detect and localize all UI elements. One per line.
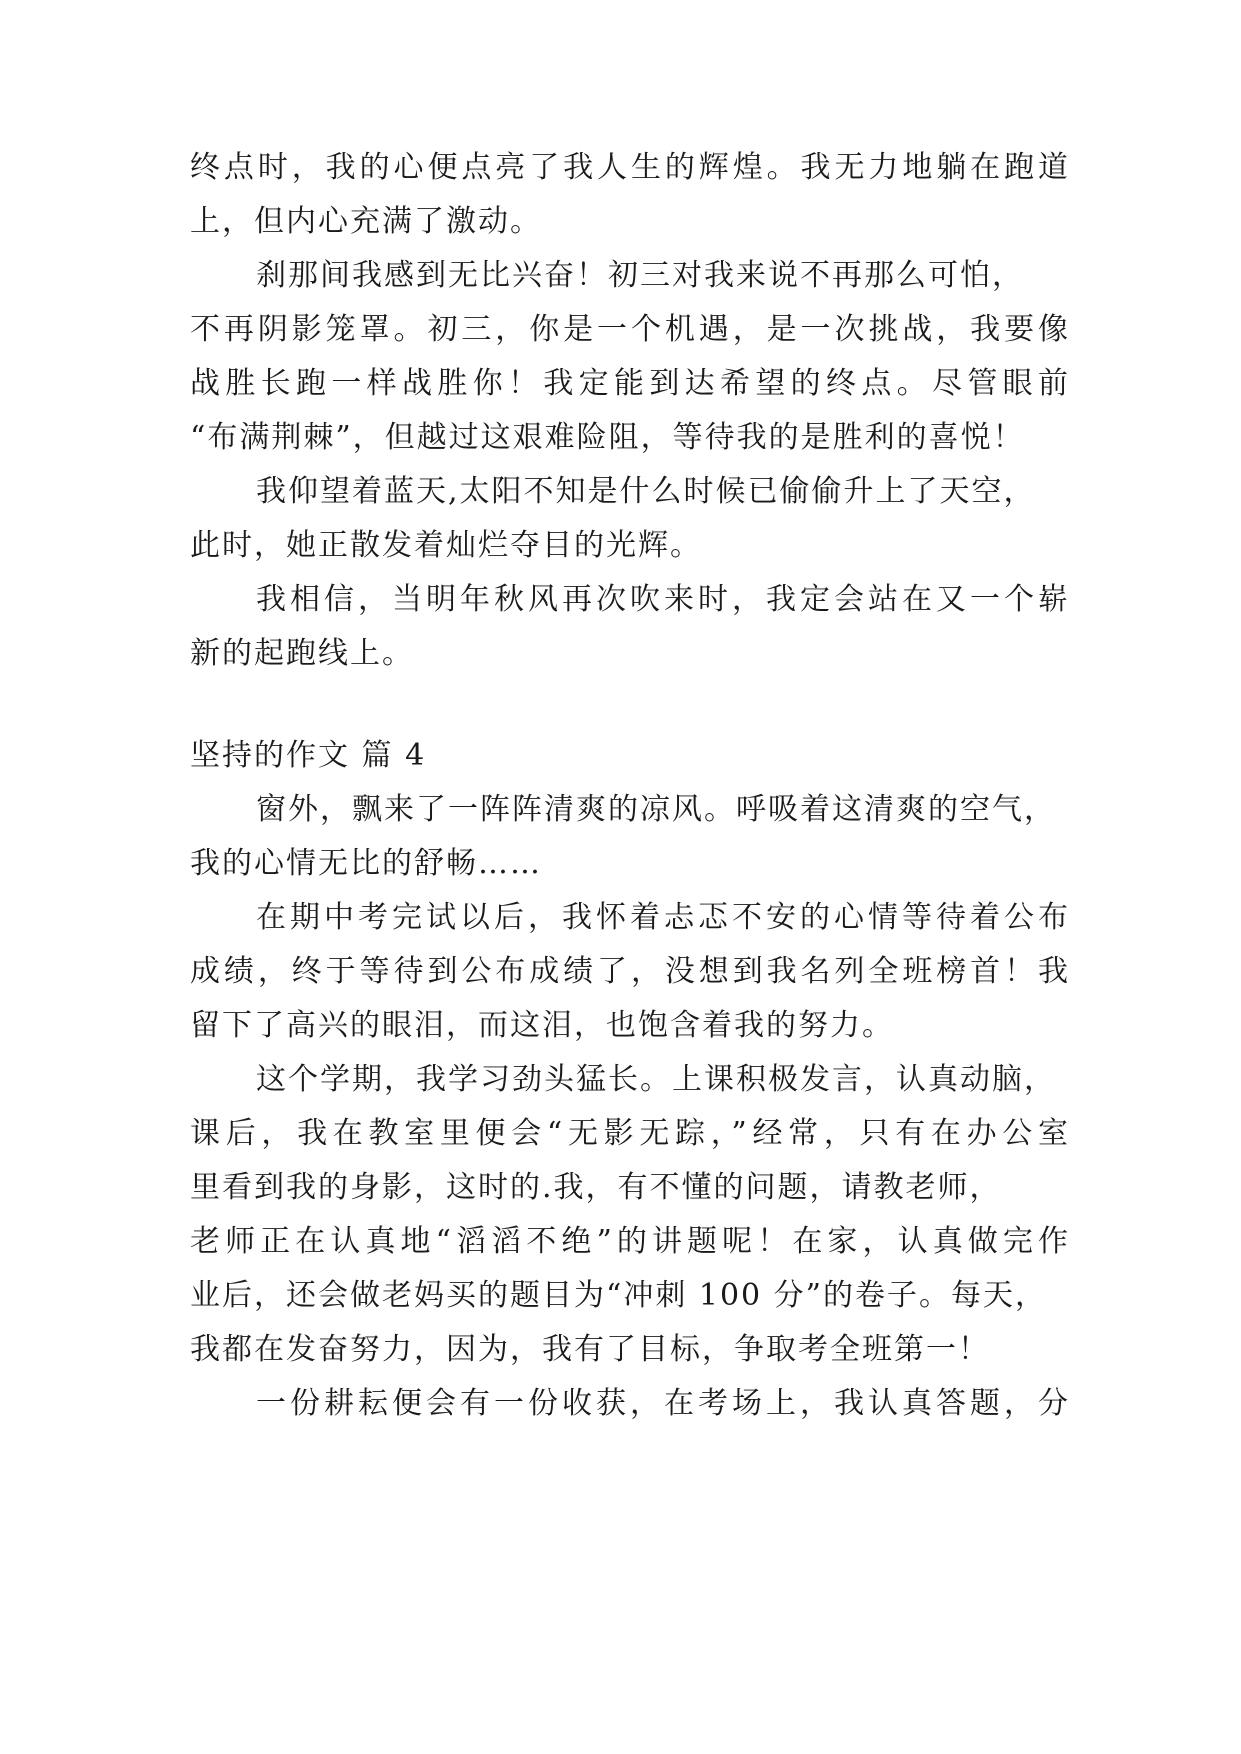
paragraph-line: 成绩，终于等待到公布成绩了，没想到我名列全班榜首！我 [190, 954, 1070, 989]
paragraph-line: 老师正在认真地“滔滔不绝”的讲题呢！在家，认真做完作 [190, 1224, 1070, 1259]
paragraph-line: 窗外，飘来了一阵阵清爽的凉风。呼吸着这清爽的空气， [256, 792, 1056, 827]
paragraph-line: 课后，我在教室里便会“无影无踪，”经常，只有在办公室 [190, 1116, 1070, 1151]
paragraph-line: 留下了高兴的眼泪，而这泪，也饱含着我的努力。 [190, 1008, 894, 1043]
paragraph-line: “布满荆棘”，但越过这艰难险阻，等待我的是胜利的喜悦！ [190, 420, 1025, 455]
paragraph-line: 不再阴影笼罩。初三，你是一个机遇，是一次挑战，我要像 [190, 312, 1070, 347]
paragraph-line: 刹那间我感到无比兴奋！初三对我来说不再那么可怕， [256, 258, 1024, 293]
paragraph-line: 里看到我的身影，这时的.我，有不懂的问题，请教老师， [190, 1170, 1002, 1205]
paragraph-line: 在期中考完试以后，我怀着忐忑不安的心情等待着公布 [256, 900, 1070, 935]
paragraph-line: 新的起跑线上。 [190, 636, 414, 671]
paragraph-line: 此时，她正散发着灿烂夺目的光辉。 [190, 528, 702, 563]
paragraph-line: 一份耕耘便会有一份收获，在考场上，我认真答题，分 [256, 1386, 1070, 1421]
paragraph-line: 上，但内心充满了激动。 [190, 204, 542, 239]
paragraph-line: 终点时，我的心便点亮了我人生的辉煌。我无力地躺在跑道 [190, 150, 1070, 185]
paragraph-line: 我都在发奋努力，因为，我有了目标，争取考全班第一！ [190, 1332, 990, 1367]
paragraph-line: 业后，还会做老妈买的题目为“冲刺 100 分”的卷子。每天， [190, 1278, 1048, 1313]
paragraph-line: 这个学期，我学习劲头猛长。上课积极发言，认真动脑， [256, 1062, 1056, 1097]
paragraph-line: 我仰望着蓝天,太阳不知是什么时候已偷偷升上了天空， [256, 474, 1036, 509]
paragraph-line: 我的心情无比的舒畅…… [190, 846, 542, 881]
section-heading: 坚持的作文 篇 4 [190, 738, 427, 773]
paragraph-line: 我相信，当明年秋风再次吹来时，我定会站在又一个崭 [256, 582, 1070, 617]
paragraph-line: 战胜长跑一样战胜你！我定能到达希望的终点。尽管眼前 [190, 366, 1070, 401]
